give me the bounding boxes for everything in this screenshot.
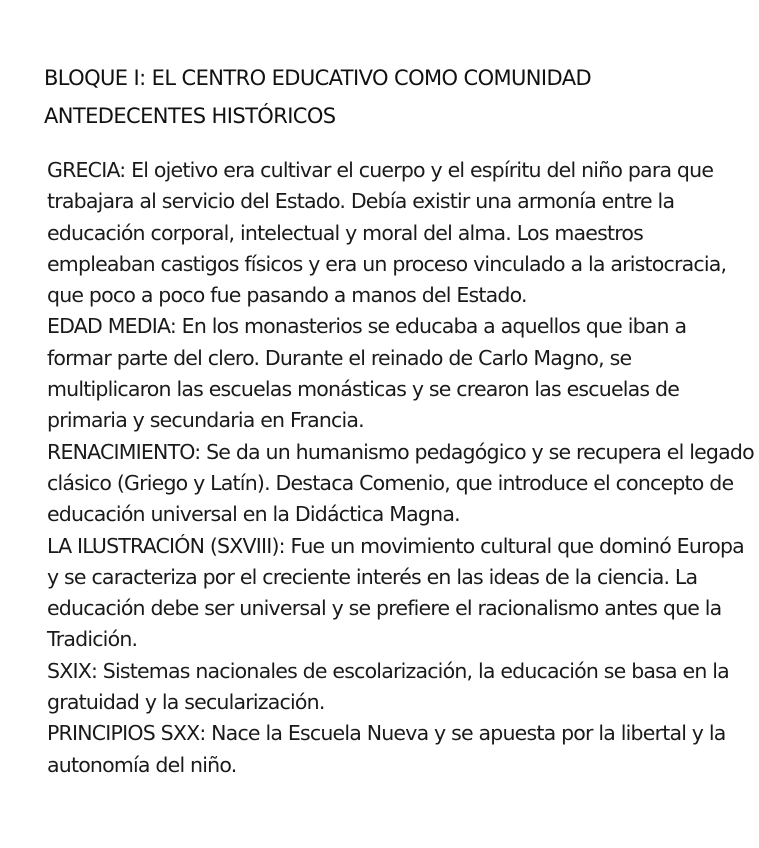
section-ilustracion <box>47 531 747 656</box>
text-line: primaria y secundaria en Francia. <box>47 408 364 433</box>
section-sxix <box>47 656 747 719</box>
text-line: empleaban castigos físicos y era un proceso vinculado a la aristocracia, <box>47 251 727 276</box>
text-line: gratuidad y la secularización. <box>47 690 325 715</box>
text-line: LA ILUSTRACIÓN (SXVIII): Fue un movimiento cultural que dominó Europa <box>47 533 744 558</box>
text-line: educación corporal, intelectual y moral del alma. Los maestros <box>47 220 643 245</box>
text-line: educación universal en la Didáctica Magna. <box>47 502 460 527</box>
section-edad-media <box>47 311 747 436</box>
page-subtitle: ANTEDECENTES HISTÓRICOS <box>44 104 336 128</box>
page-title: BLOQUE I: EL CENTRO EDUCATIVO COMO COMUNIDAD <box>44 66 592 90</box>
text-line: autonomía del niño. <box>47 752 237 777</box>
section-principios-sxx <box>47 718 747 781</box>
text-line: formar parte del clero. Durante el reinado de Carlo Magno, se <box>47 345 632 370</box>
text-line: PRINCIPIOS SXX: Nace la Escuela Nueva y se apuesta por la libertal y la <box>47 721 726 746</box>
text-line: y se caracteriza por el creciente interés en las ideas de la ciencia. La <box>47 564 698 589</box>
text-line: GRECIA: El ojetivo era cultivar el cuerpo y el espíritu del niño para que <box>47 158 714 182</box>
text-line: Tradición. <box>47 627 138 652</box>
history-text <box>47 155 754 781</box>
text-line: RENACIMIENTO: Se da un humanismo pedagógico y se recupera el legado <box>47 439 754 464</box>
text-line: trabajara al servicio del Estado. Debía existir una armonía entre la <box>47 189 675 214</box>
section-renacimiento <box>47 437 754 531</box>
text-line: educación debe ser universal y se prefiere el racionalismo antes que la <box>47 596 722 621</box>
text-line: clásico (Griego y Latín). Destaca Comenio, que introduce el concepto de <box>47 470 734 495</box>
text-line: EDAD MEDIA: En los monasterios se educaba a aquellos que iban a <box>47 314 687 339</box>
text-line: SXIX: Sistemas nacionales de escolarización, la educación se basa en la <box>47 658 729 683</box>
text-line: que poco a poco fue pasando a manos del Estado. <box>47 283 527 308</box>
text-line: multiplicaron las escuelas monásticas y se crearon las escuelas de <box>47 377 680 402</box>
section-grecia <box>47 155 747 311</box>
